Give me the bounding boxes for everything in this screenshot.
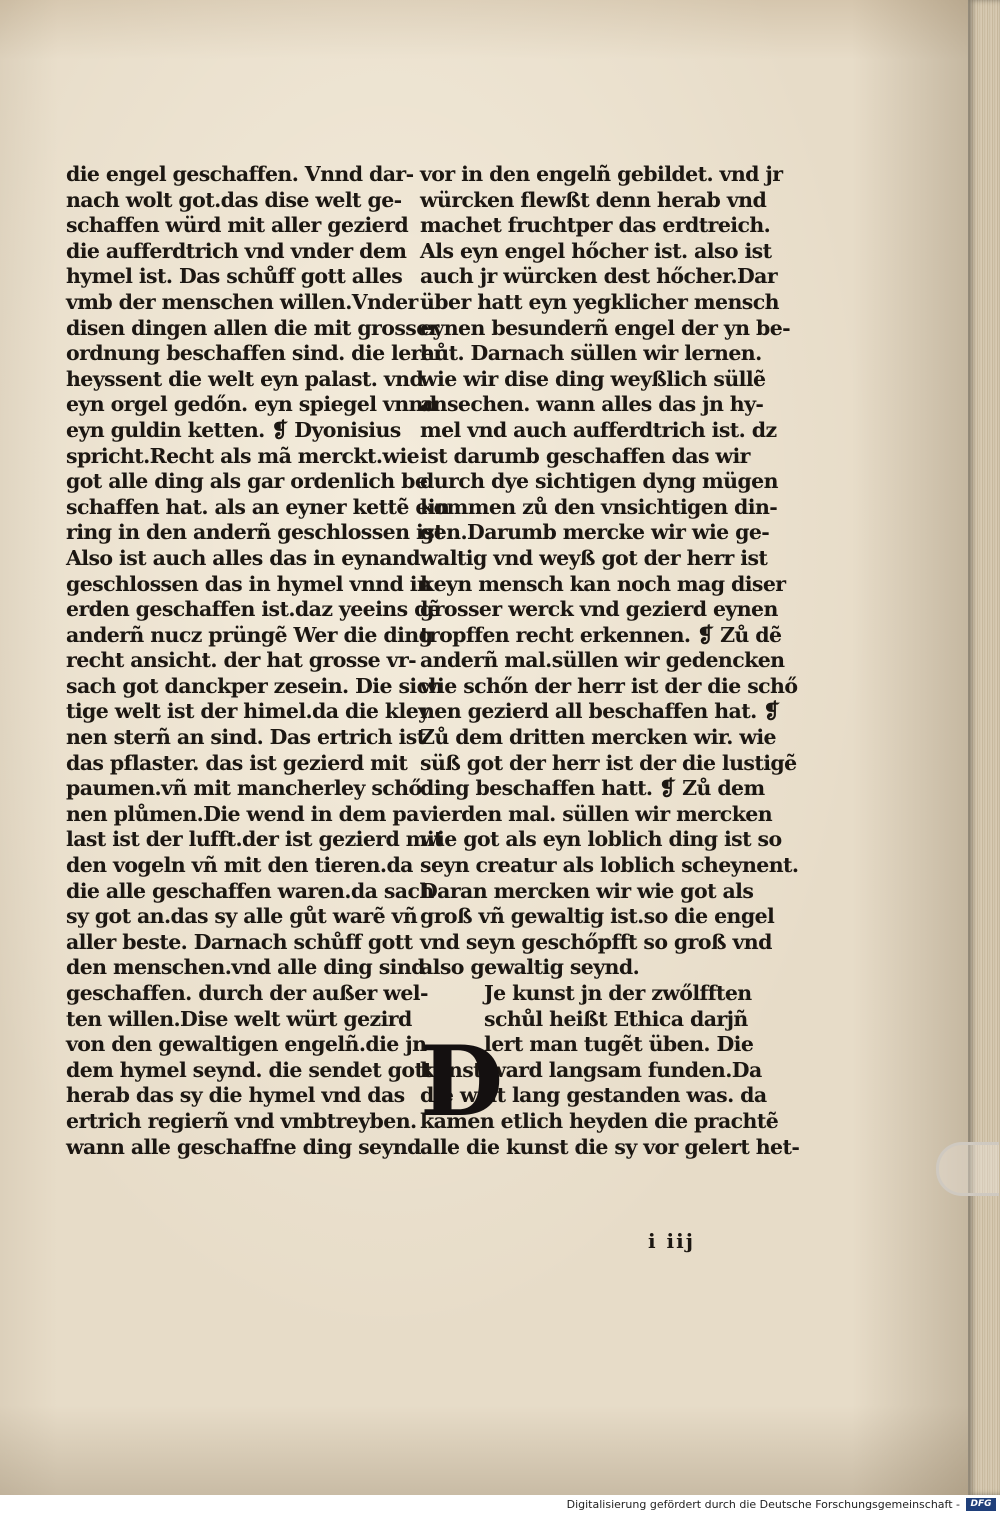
text-line: dem hymel seynd. die sendet gott (66, 1057, 433, 1082)
text-line: ist darumb geschaffen das wir (420, 443, 750, 468)
text-line: recht ansicht. der hat grosse vr- (66, 648, 417, 673)
paragraph-line: Je kunst jn der zwőlfften (484, 981, 752, 1005)
text-line: tige welt ist der himel.da die kley (66, 699, 430, 724)
text-line: würcken flewßt denn herab vnd (420, 187, 767, 212)
text-line: heyssent die welt eyn palast. vnd (66, 366, 424, 391)
text-line: disen dingen allen die mit grosser (66, 315, 439, 340)
page-edges (968, 0, 1000, 1495)
text-line: nen sterñ an sind. Das ertrich ist (66, 725, 426, 750)
text-line: aller beste. Darnach schůff gott (66, 929, 413, 954)
text-line: schaffen würd mit aller gezierd (66, 213, 409, 238)
paragraph-line: alle die kunst die sy vor gelert het- (420, 1134, 800, 1159)
text-line: keyn mensch kan noch mag diser (420, 571, 786, 596)
text-line: die aufferdtrich vnd vnder dem (66, 238, 407, 263)
text-line: eyn guldin ketten. ❡ Dyonisius (66, 417, 401, 442)
text-line: ten willen.Dise welt würt gezird (66, 1006, 412, 1031)
text-line: erden geschaffen ist.daz yeeins dẽ (66, 597, 441, 622)
paragraph-line: kunst ward langsam funden.Da (420, 1057, 762, 1082)
drop-cap-initial: D (420, 1025, 504, 1138)
text-line: nach wolt got.das dise welt ge- (66, 187, 402, 212)
text-line: nen gezierd all beschaffen hat. ❡ (420, 699, 780, 724)
text-line: Also ist auch alles das in eynand (66, 545, 420, 570)
text-line: Daran mercken wir wie got als (420, 878, 754, 903)
text-line: hůt. Darnach süllen wir lernen. (420, 341, 762, 366)
text-line: sy got an.das sy alle gůt warẽ vñ (66, 904, 418, 929)
text-line: also gewaltig seynd. (420, 955, 640, 980)
text-line: spricht.Recht als mã merckt.wie (66, 443, 420, 468)
text-line: das pflaster. das ist gezierd mit (66, 750, 408, 775)
text-line: kommen zů den vnsichtigen din- (420, 494, 778, 519)
funding-notice: Digitalisierung gefördert durch die Deutsche Forschungsgemeinschaft - (566, 1498, 960, 1511)
text-line: paumen.vñ mit mancherley schő (66, 776, 422, 801)
text-line: ordnung beschaffen sind. die lerer (66, 341, 444, 366)
text-line: geschlossen das in hymel vnnd in (66, 571, 432, 596)
text-line: tropffen recht erkennen. ❡ Zů dẽ (420, 622, 782, 647)
text-line: machet fruchtper das erdtreich. (420, 213, 771, 238)
text-line: wann alle geschaffne ding seynd (66, 1134, 421, 1159)
text-line: geschaffen. durch der außer wel- (66, 981, 428, 1005)
text-line: mel vnd auch aufferdtrich ist. dz (420, 417, 777, 442)
text-line: nen plůmen.Die wend in dem pa (66, 801, 419, 826)
text-line: sach got danckper zesein. Die sich (66, 673, 443, 698)
text-line: süß got der herr ist der die lustigẽ (420, 750, 797, 775)
text-line: vierden mal. süllen wir mercken (420, 801, 773, 826)
text-column-right (420, 162, 800, 1160)
text-line: hymel ist. Das schůff gott alles (66, 264, 403, 289)
text-line: von den gewaltigen engelñ.die jn (66, 1032, 427, 1057)
text-line: ring in den anderñ geschlossen ist (66, 520, 443, 545)
paragraph-line: lert man tugẽt üben. Die (484, 1032, 754, 1057)
text-line: durch dye sichtigen dyng mügen (420, 469, 778, 494)
text-line: vmb der menschen willen.Vnder (66, 289, 418, 314)
text-line: vnd seyn geschőpfft so groß vnd (420, 929, 772, 954)
text-line: last ist der lufft.der ist gezierd mit (66, 827, 443, 852)
text-line: wie schőn der herr ist der die schő (420, 673, 798, 698)
text-line: wie got als eyn loblich ding ist so (420, 827, 782, 852)
paragraph-line: schůl heißt Ethica darjñ (484, 1006, 748, 1031)
paper-clip-mark (936, 1142, 999, 1196)
text-line: auch jr würcken dest hőcher.Dar (420, 264, 778, 289)
text-line: Zů dem dritten mercken wir. wie (420, 725, 776, 750)
text-line: die alle geschaffen waren.da sach (66, 878, 434, 903)
text-line: gen.Darumb mercke wir wie ge- (420, 520, 770, 545)
paragraph-line: die welt lang gestanden was. da (420, 1083, 767, 1108)
text-line: waltig vnd weyß got der herr ist (420, 545, 768, 570)
text-column-left (66, 162, 450, 1160)
text-line: ding beschaffen hatt. ❡ Zů dem (420, 776, 765, 801)
page-signature: i iij (648, 1229, 695, 1253)
paragraph-line: kamen etlich heyden die prachtẽ (420, 1108, 779, 1133)
text-line: vor in den engelñ gebildet. vnd jr (420, 162, 783, 186)
text-line: ertrich regierñ vnd vmbtreyben. (66, 1108, 417, 1133)
text-line: wie wir dise ding weyßlich süllẽ (420, 366, 766, 391)
dfg-logo: DFG (966, 1498, 996, 1511)
text-line: eynen besunderñ engel der yn be- (420, 315, 791, 340)
text-line: grosser werck vnd gezierd eynen (420, 597, 778, 622)
text-line: die engel geschaffen. Vnnd dar- (66, 162, 414, 186)
text-line: herab das sy die hymel vnd das (66, 1083, 405, 1108)
text-line: eyn orgel gedőn. eyn spiegel vnnd (66, 392, 437, 417)
text-line: schaffen hat. als an eyner kettẽ ein (66, 494, 450, 519)
text-line: seyn creatur als loblich scheynent. (420, 853, 799, 878)
text-line: über hatt eyn yegklicher mensch (420, 289, 779, 314)
text-line: den menschen.vnd alle ding sind (66, 955, 425, 980)
text-line: Als eyn engel hőcher ist. also ist (420, 238, 772, 263)
text-line: got alle ding als gar ordenlich be (66, 469, 428, 494)
text-line: groß vñ gewaltig ist.so die engel (420, 904, 775, 929)
text-line: ansechen. wann alles das jn hy- (420, 392, 764, 417)
text-line: anderñ mal.süllen wir gedencken (420, 648, 785, 673)
text-line: anderñ nucz prüngẽ Wer die ding (66, 622, 433, 647)
text-line: den vogeln vñ mit den tieren.da (66, 853, 413, 878)
footer-bar (0, 1495, 1000, 1515)
